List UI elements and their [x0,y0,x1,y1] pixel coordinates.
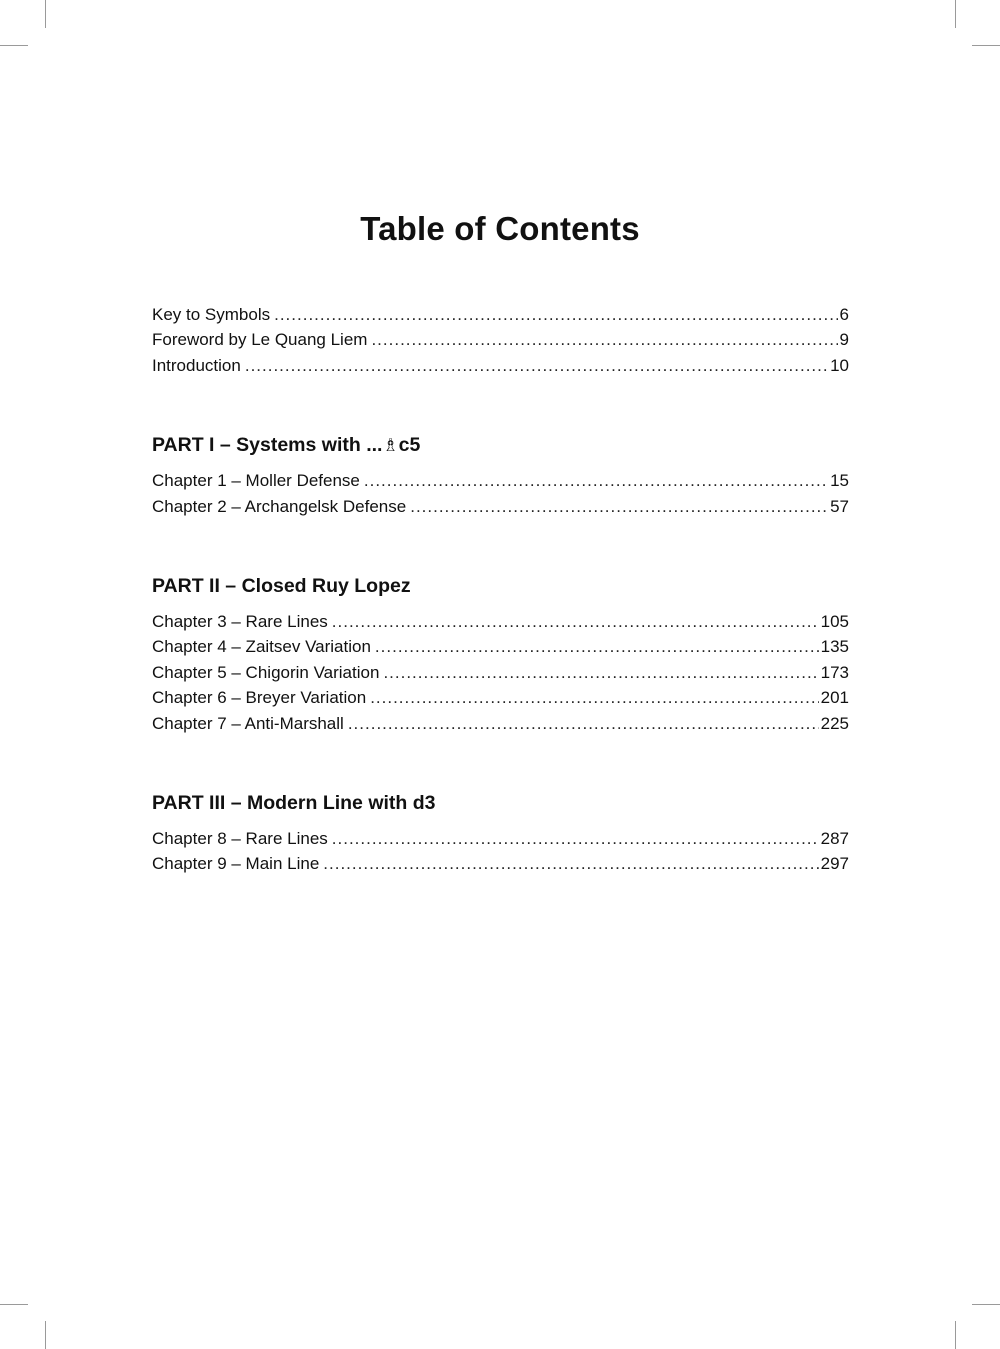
crop-mark-bottom-left [45,1321,46,1349]
table-of-contents [152,302,849,877]
toc-entry-page: 15 [830,471,849,491]
bishop-icon: ♗ [382,435,399,457]
crop-mark-top-left [45,0,46,28]
part-heading-text: PART I – Systems with ... [152,434,383,457]
toc-entry-label: Chapter 8 – Rare Lines [152,828,328,848]
dot-leader [332,609,819,634]
toc-entry-label: Chapter 3 – Rare Lines [152,611,328,631]
toc-entry[interactable] [152,353,849,378]
dot-leader [410,494,828,519]
toc-entry[interactable] [152,494,849,519]
part-heading-text: PART III – Modern Line with d3 [152,791,436,814]
toc-entry-page: 9 [839,330,849,350]
toc-entry[interactable] [152,327,849,352]
dot-leader [323,851,818,876]
dot-leader [383,660,818,685]
crop-mark-bottom-right [955,1321,956,1349]
toc-entry-page: 201 [820,688,849,708]
crop-mark-bottom-left [0,1304,28,1305]
part-3 [152,788,849,877]
dot-leader [370,685,818,710]
part-1 [152,430,849,519]
toc-entry-page: 57 [830,496,849,516]
toc-entry-page: 297 [820,854,849,874]
dot-leader [364,468,828,493]
toc-entry[interactable] [152,711,849,736]
crop-mark-top-left [0,45,28,46]
toc-entry-label: Chapter 5 – Chigorin Variation [152,662,380,682]
toc-entry-label: Chapter 6 – Breyer Variation [152,688,367,708]
toc-entry-label: Chapter 9 – Main Line [152,854,320,874]
part-heading [152,430,849,460]
crop-mark-top-right [972,45,1000,46]
part-heading-text: PART II – Closed Ruy Lopez [152,574,411,597]
toc-entry-label: Foreword by Le Quang Liem [152,330,368,350]
toc-entry-page: 173 [820,662,849,682]
toc-entry-page: 225 [820,713,849,733]
toc-entry[interactable] [152,302,849,327]
toc-entry-page: 135 [820,637,849,657]
toc-entry[interactable] [152,851,849,876]
toc-entry[interactable] [152,609,849,634]
dot-leader [348,711,819,736]
part-heading [152,571,849,601]
toc-entry[interactable] [152,685,849,710]
chapter-list [152,609,849,736]
page-title: Table of Contents [360,210,640,247]
dot-leader [375,634,819,659]
toc-entry-label: Chapter 7 – Anti-Marshall [152,713,344,733]
part-2 [152,571,849,736]
toc-entry[interactable] [152,660,849,685]
toc-entry[interactable] [152,634,849,659]
toc-entry[interactable] [152,468,849,493]
part-heading [152,788,849,818]
crop-mark-top-right [955,0,956,28]
toc-entry-label: Chapter 4 – Zaitsev Variation [152,637,371,657]
toc-entry-page: 6 [839,305,849,324]
toc-entry-page: 10 [830,355,849,375]
toc-entry-label: Introduction [152,355,241,375]
chapter-list [152,826,849,877]
dot-leader [274,302,837,327]
front-matter-list [152,302,849,378]
toc-entry-label: Key to Symbols [152,305,271,324]
toc-entry[interactable] [152,826,849,851]
dot-leader [245,353,828,378]
chapter-list [152,468,849,519]
crop-mark-bottom-right [972,1304,1000,1305]
toc-entry-page: 287 [820,828,849,848]
dot-leader [371,327,837,352]
part-heading-suffix: c5 [398,434,421,457]
toc-entry-label: Chapter 1 – Moller Defense [152,471,360,491]
dot-leader [332,826,819,851]
toc-entry-page: 105 [820,611,849,631]
toc-entry-label: Chapter 2 – Archangelsk Defense [152,496,407,516]
